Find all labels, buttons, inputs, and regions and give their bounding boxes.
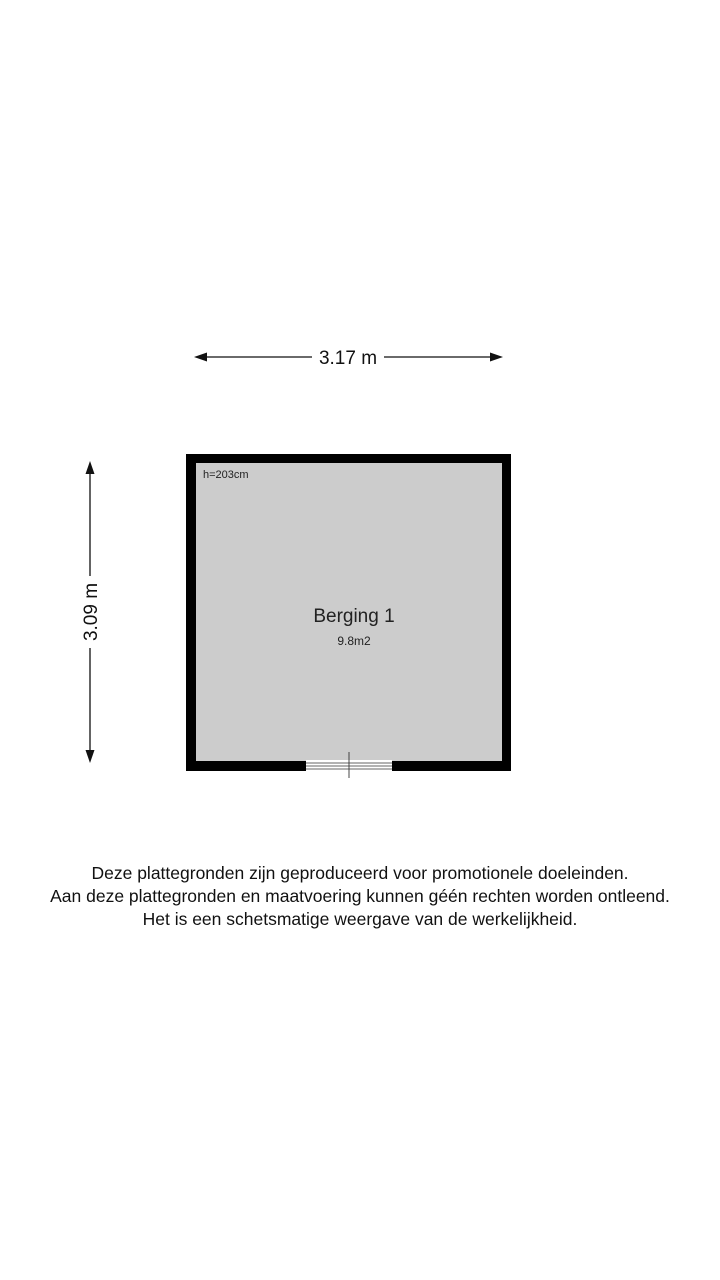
depth-arrow-bottom-icon <box>86 750 95 763</box>
width-dimension <box>194 348 503 369</box>
room-height-label: h=203cm <box>203 469 249 481</box>
room-name: Berging 1 <box>313 606 395 627</box>
depth-dimension <box>81 461 102 763</box>
disclaimer-line-1: Deze plattegronden zijn geproduceerd voor promotionele doeleinden. <box>91 863 629 883</box>
width-arrow-right-icon <box>490 353 503 362</box>
disclaimer-line-3: Het is een schetsmatige weergave van de werkelijkheid. <box>142 909 578 929</box>
depth-arrow-top-icon <box>86 461 95 474</box>
disclaimer-line-2: Aan deze plattegronden en maatvoering kunnen géén rechten worden ontleend. <box>50 886 670 906</box>
room-berging-1 <box>186 454 511 778</box>
room-area: 9.8m2 <box>337 634 371 648</box>
width-arrow-left-icon <box>194 353 207 362</box>
depth-label: 3.09 m <box>81 582 102 642</box>
disclaimer-text <box>0 862 720 931</box>
width-label: 3.17 m <box>318 348 378 369</box>
